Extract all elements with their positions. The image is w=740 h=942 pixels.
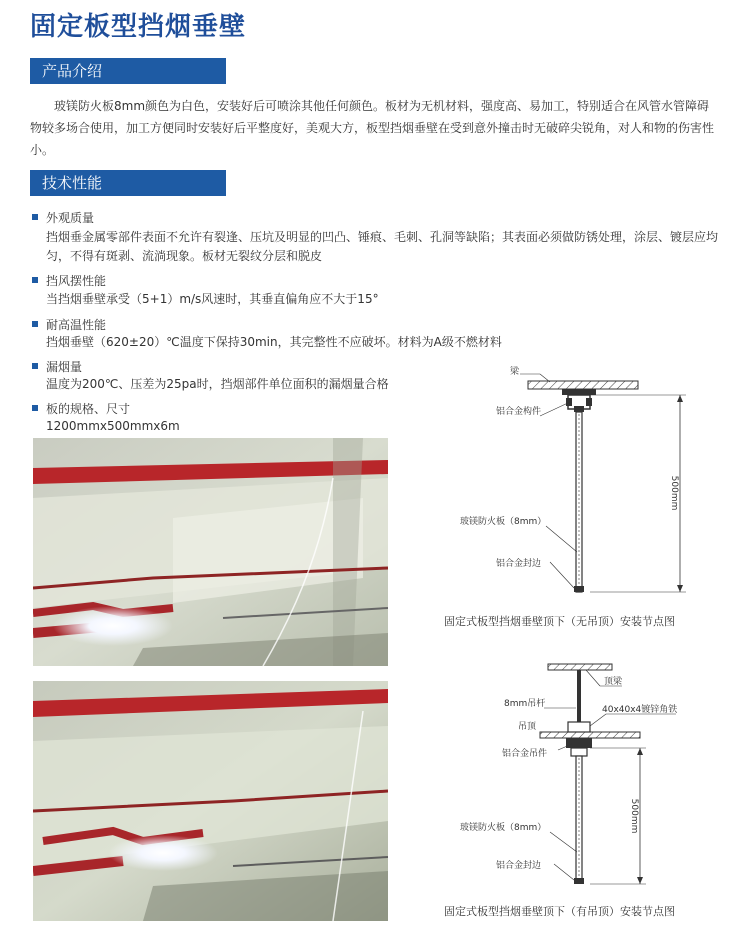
product-photo-2 [33, 681, 388, 921]
tech-item-title: 外观质量 [32, 210, 94, 226]
rod-shape [577, 670, 581, 726]
diagram-caption-2: 固定式板型挡烟垂壁顶下（有吊顶）安装节点图 [444, 905, 675, 918]
install-diagram-with-ceiling [440, 656, 730, 896]
section-heading-tech: 技术性能 [30, 170, 226, 196]
tech-item-title: 挡风摆性能 [32, 273, 106, 289]
tech-item-text: 当挡烟垂壁承受（5+1）m/s风速时，其垂直偏角应不大于15° [46, 292, 379, 306]
tech-item-title: 板的规格、尺寸 [32, 401, 130, 417]
page-title: 固定板型挡烟垂壁 [30, 12, 247, 42]
edge-cap-shape [574, 586, 584, 592]
angle-iron-shape [568, 722, 590, 732]
edge-cap-shape [574, 878, 584, 884]
angle-iron-label: 40x40x4镀锌角铁 [602, 705, 678, 715]
diagram-caption-1: 固定式板型挡烟垂壁顶下（无吊顶）安装节点图 [444, 615, 675, 628]
board-label: 玻镁防火板（8mm） [460, 823, 547, 833]
bullet-square-icon [32, 214, 38, 220]
dimension-label: 500mm [629, 798, 639, 834]
bullet-square-icon [32, 321, 38, 327]
bracket-shape [562, 389, 596, 395]
ceiling-label: 吊顶 [518, 722, 537, 732]
edge-label: 铝合金封边 [496, 559, 542, 569]
intro-paragraph: 玻镁防火板8mm颜色为白色，安装好后可喷涂其他任何颜色。板材为无机材料，强度高、易加工，特别适合在风管水管障碍物较多场合使用，加工方便同时安装好后平整度好，美观大方，板型挡烟垂壁在受到意外撞击时无破碎尖锐角，对人和物的伤害性小。 [30, 99, 715, 157]
product-photo-1 [33, 438, 388, 666]
section-heading-intro: 产品介绍 [30, 58, 226, 84]
beam-label: 梁 [510, 367, 520, 377]
beam-shape [528, 381, 638, 389]
hanger-shape [566, 738, 592, 748]
rod-label: 8mm吊杆 [504, 699, 546, 709]
top-beam-shape [548, 664, 612, 670]
tech-item-title: 漏烟量 [32, 359, 82, 375]
bracket-label: 铝合金构件 [496, 407, 542, 417]
board-label: 玻镁防火板（8mm） [460, 517, 547, 527]
top-beam-label: 顶梁 [604, 677, 623, 687]
tech-item-text: 温度为200℃、压差为25pa时，挡烟部件单位面积的漏烟量合格 [46, 377, 389, 391]
dimension-label: 500mm [669, 475, 679, 511]
bullet-square-icon [32, 363, 38, 369]
ceiling-shape [540, 732, 640, 738]
tech-item-text: 挡烟垂壁（620±20）℃温度下保持30min，其完整性不应破坏。材料为A级不燃材料 [46, 335, 502, 349]
bullet-square-icon [32, 405, 38, 411]
tech-item-text: 挡烟垂金属零部件表面不允许有裂逢、压坑及明显的凹凸、锤痕、毛刺、孔洞等缺陷；其表面必须做防锈处理，涂层、镀层应均匀，不得有斑剥、流淌现象。板材无裂纹分层和脱皮 [46, 230, 719, 263]
hanger-label: 铝合金吊件 [502, 749, 548, 759]
tech-item-title: 耐高温性能 [32, 317, 106, 333]
install-diagram-no-ceiling [440, 362, 730, 612]
bullet-square-icon [32, 277, 38, 283]
edge-label: 铝合金封边 [496, 861, 542, 871]
tech-item-text: 1200mmx500mmx6m [46, 419, 180, 433]
